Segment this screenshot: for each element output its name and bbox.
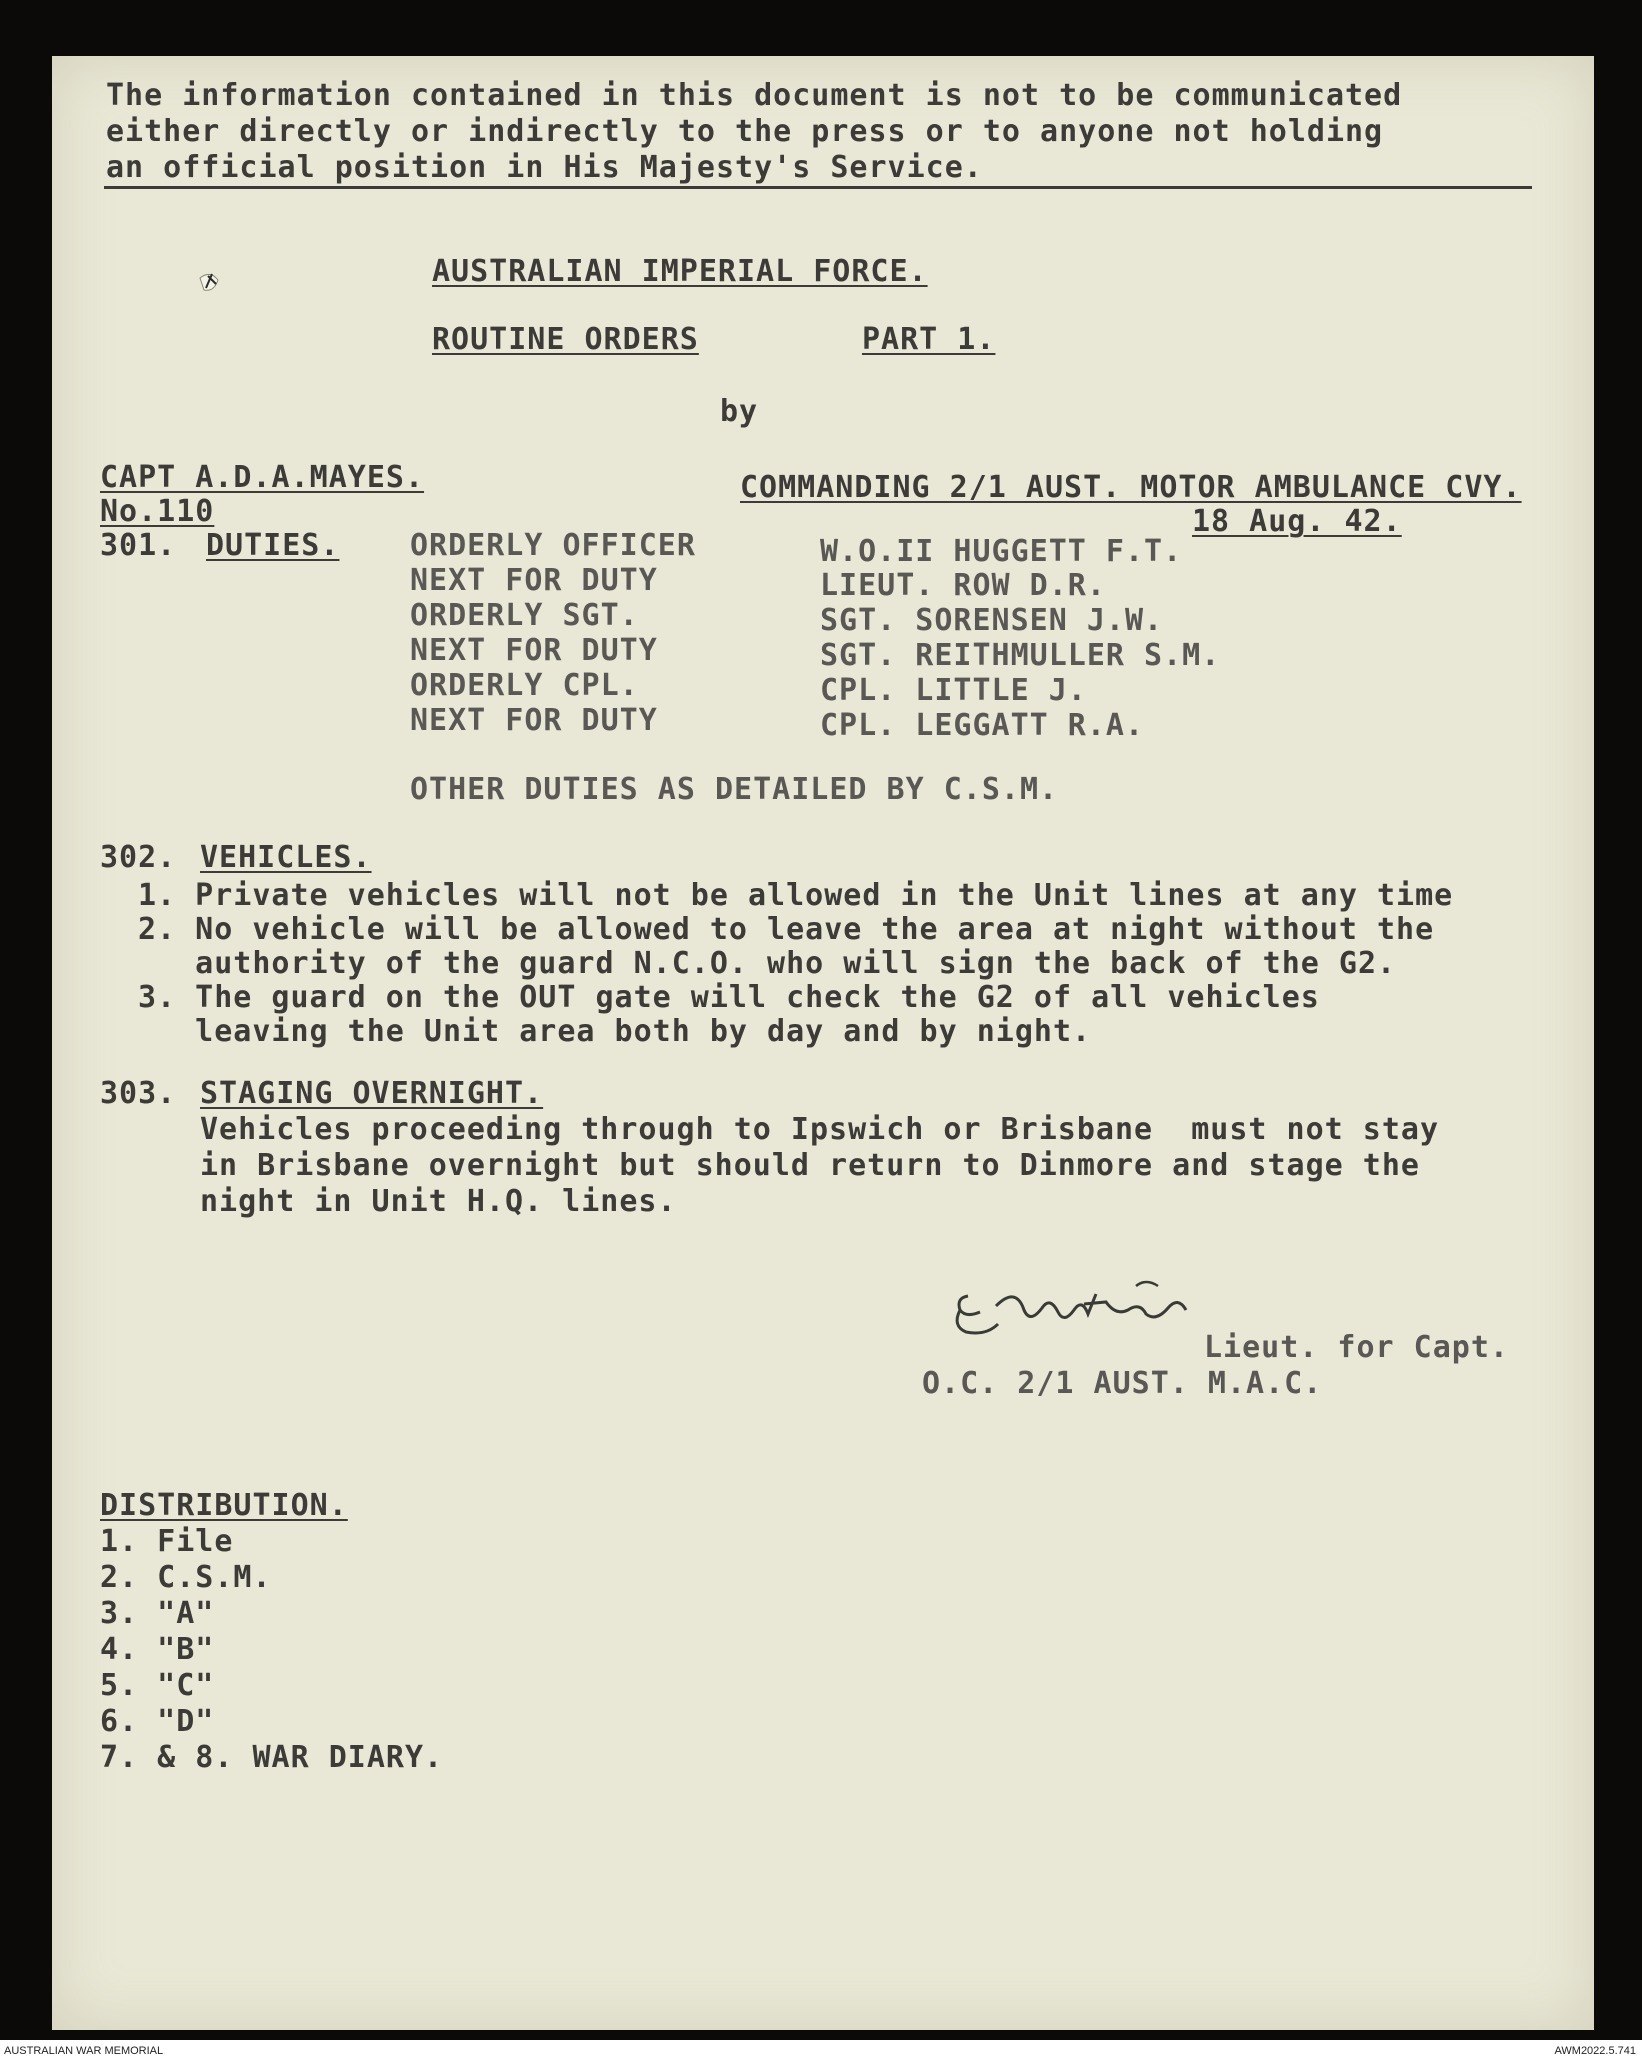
archive-credit: AUSTRALIAN WAR MEMORIAL xyxy=(4,2045,164,2057)
order-date: 18 Aug. 42. xyxy=(1192,504,1402,539)
duty-role: ORDERLY CPL. xyxy=(410,668,639,703)
officer-name: CAPT A.D.A.MAYES. xyxy=(100,460,425,495)
duty-name: SGT. SORENSEN J.W. xyxy=(820,603,1164,638)
signatory-rank: Lieut. for Capt. xyxy=(1204,1330,1509,1365)
duty-name: LIEUT. ROW D.R. xyxy=(820,568,1106,603)
distribution-item: 3. "A" xyxy=(100,1596,215,1631)
staging-line: night in Unit H.Q. lines. xyxy=(200,1184,677,1219)
vehicles-line: leaving the Unit area both by day and by night. xyxy=(138,1014,1092,1049)
duty-role: NEXT FOR DUTY xyxy=(410,703,658,738)
distribution-item: 7. & 8. WAR DIARY. xyxy=(100,1740,444,1775)
distribution-heading: DISTRIBUTION. xyxy=(100,1488,348,1523)
distribution-item: 6. "D" xyxy=(100,1704,215,1739)
duty-name: CPL. LITTLE J. xyxy=(820,673,1087,708)
distribution-item: 2. C.S.M. xyxy=(100,1560,272,1595)
routine-orders-label: ROUTINE ORDERS xyxy=(432,322,699,357)
notice-line-1: The information contained in this document is not to be communicated xyxy=(106,78,1403,113)
handwritten-signature xyxy=(946,1266,1206,1352)
staging-line: Vehicles proceeding through to Ipswich or Brisbane must not stay xyxy=(200,1112,1439,1147)
duty-role: ORDERLY SGT. xyxy=(410,598,639,633)
vehicles-line: 1. Private vehicles will not be allowed in the Unit lines at any time xyxy=(138,878,1454,913)
other-duties-note: OTHER DUTIES AS DETAILED BY C.S.M. xyxy=(410,772,1059,807)
archive-reference: AWM2022.5.741 xyxy=(1554,2045,1636,2057)
part-label: PART 1. xyxy=(862,322,996,357)
vehicles-line: 2. No vehicle will be allowed to leave the area at night without the xyxy=(138,912,1435,947)
staging-line: in Brisbane overnight but should return to Dinmore and stage the xyxy=(200,1148,1420,1183)
duty-role: NEXT FOR DUTY xyxy=(410,633,658,668)
vehicles-line: 3. The guard on the OUT gate will check the G2 of all vehicles xyxy=(138,980,1320,1015)
commanding-line: COMMANDING 2/1 AUST. MOTOR AMBULANCE CVY. xyxy=(740,470,1522,505)
duty-name: W.O.II HUGGETT F.T. xyxy=(820,534,1183,569)
distribution-item: 1. File xyxy=(100,1524,234,1559)
duties-heading: DUTIES. xyxy=(206,528,340,563)
notice-rule xyxy=(104,186,1532,189)
order-number: No.110 xyxy=(100,494,215,529)
vehicles-heading: VEHICLES. xyxy=(200,840,372,875)
duty-role: ORDERLY OFFICER xyxy=(410,528,696,563)
vehicles-number: 302. xyxy=(100,840,177,875)
by-label: by xyxy=(720,394,759,429)
duty-name: CPL. LEGGATT R.A. xyxy=(820,708,1145,743)
document-title: AUSTRALIAN IMPERIAL FORCE. xyxy=(432,254,928,289)
signatory-unit: O.C. 2/1 AUST. M.A.C. xyxy=(922,1366,1323,1401)
distribution-item: 5. "C" xyxy=(100,1668,215,1703)
distribution-item: 4. "B" xyxy=(100,1632,215,1667)
staging-heading: STAGING OVERNIGHT. xyxy=(200,1076,544,1111)
duty-role: NEXT FOR DUTY xyxy=(410,563,658,598)
staging-number: 303. xyxy=(100,1076,177,1111)
notice-line-3: an official position in His Majesty's Service. xyxy=(106,150,983,185)
paper-punch-hole xyxy=(190,262,230,302)
vehicles-line: authority of the guard N.C.O. who will sign the back of the G2. xyxy=(138,946,1397,981)
duty-name: SGT. REITHMULLER S.M. xyxy=(820,638,1221,673)
notice-line-2: either directly or indirectly to the press or to anyone not holding xyxy=(106,114,1384,149)
duties-number: 301. xyxy=(100,528,177,563)
